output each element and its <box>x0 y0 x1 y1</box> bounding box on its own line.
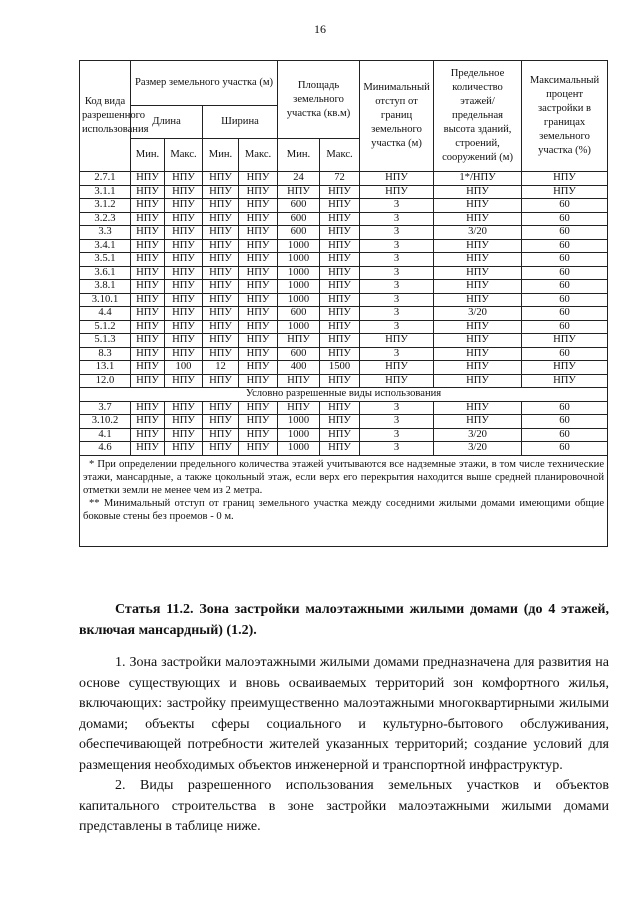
table-row <box>80 428 608 442</box>
table-cell: НПУ <box>165 320 203 334</box>
table-cell: НПУ <box>360 172 434 186</box>
table-cell: 3.2.3 <box>80 212 131 226</box>
table-cell: 3/20 <box>434 442 522 456</box>
table-cell: 3 <box>360 415 434 429</box>
table-cell: НПУ <box>203 334 239 348</box>
table-cell: НПУ <box>131 428 165 442</box>
table-row <box>80 401 608 415</box>
table-cell: 3 <box>360 280 434 294</box>
table-cell: 60 <box>522 226 608 240</box>
table-cell: 600 <box>278 307 320 321</box>
table-cell: НПУ <box>131 442 165 456</box>
conditional-rows <box>80 401 608 455</box>
table-cell: НПУ <box>165 428 203 442</box>
table-cell: НПУ <box>320 442 360 456</box>
table-cell: 60 <box>522 280 608 294</box>
table-cell: НПУ <box>165 239 203 253</box>
table-cell: НПУ <box>320 280 360 294</box>
table-cell: НПУ <box>203 253 239 267</box>
table-cell: НПУ <box>320 307 360 321</box>
table-row <box>80 239 608 253</box>
table-cell: 24 <box>278 172 320 186</box>
table-cell: 3 <box>360 253 434 267</box>
header-length: Длина <box>131 106 203 139</box>
header-width-max: Макс. <box>239 139 278 172</box>
table-cell: НПУ <box>522 185 608 199</box>
table-cell: НПУ <box>239 212 278 226</box>
table-cell: 3.4.1 <box>80 239 131 253</box>
table-cell: НПУ <box>320 320 360 334</box>
table-cell: НПУ <box>165 212 203 226</box>
table-cell: НПУ <box>165 334 203 348</box>
table-row <box>80 361 608 375</box>
table-cell: НПУ <box>434 293 522 307</box>
table-cell: НПУ <box>434 239 522 253</box>
header-max-coverage: Максимальный процент застройки в границах земельного участка (%) <box>522 61 608 172</box>
table-cell: НПУ <box>165 199 203 213</box>
table-cell: НПУ <box>434 266 522 280</box>
table-cell: НПУ <box>203 428 239 442</box>
table-cell: 60 <box>522 239 608 253</box>
table-cell: НПУ <box>239 442 278 456</box>
table-cell: НПУ <box>360 185 434 199</box>
table-cell: НПУ <box>434 361 522 375</box>
table-cell: НПУ <box>203 172 239 186</box>
table-cell: 3 <box>360 226 434 240</box>
table-cell: 60 <box>522 415 608 429</box>
table-row <box>80 172 608 186</box>
article-heading: Статья 11.2. Зона застройки малоэтажными жилыми домами (до 4 этажей, включая мансардный) (1.2). <box>79 602 609 638</box>
table-cell: НПУ <box>320 334 360 348</box>
table-cell: НПУ <box>239 280 278 294</box>
table-cell: НПУ <box>165 293 203 307</box>
table-row <box>80 307 608 321</box>
table-cell: НПУ <box>320 428 360 442</box>
table-row <box>80 185 608 199</box>
table-cell: НПУ <box>239 428 278 442</box>
table-cell: 60 <box>522 253 608 267</box>
table-cell: НПУ <box>165 347 203 361</box>
table-cell: 3.5.1 <box>80 253 131 267</box>
header-max-floors: Предельное количество этажей/ предельная высота зданий, строений, сооружений (м) <box>434 61 522 172</box>
table-row <box>80 212 608 226</box>
article-paragraph-1: 1. Зона застройки малоэтажными жилыми домами предназначена для развития на основе существующих и вновь осваиваемых территорий зон комфортного жилья, включающих: застройку преимущественно малоэтажными многоквартирными жилыми домами; объекты сферы социального и культурно-бытового обслуживания, обеспечивающей потребности жителей указанных территорий; создание условий для размещения необходимых объектов инженерной и транспортной инфраструктур. <box>79 655 609 773</box>
table-cell: НПУ <box>131 347 165 361</box>
table-cell: НПУ <box>165 442 203 456</box>
table-cell: НПУ <box>239 185 278 199</box>
header-width: Ширина <box>203 106 278 139</box>
table-cell: НПУ <box>434 334 522 348</box>
table-cell: 3 <box>360 212 434 226</box>
table-cell: НПУ <box>360 374 434 388</box>
table-cell: НПУ <box>239 172 278 186</box>
header-length-min: Мин. <box>131 139 165 172</box>
table-cell: НПУ <box>203 307 239 321</box>
table-cell: 1000 <box>278 266 320 280</box>
table-cell: НПУ <box>131 212 165 226</box>
table-cell: 60 <box>522 347 608 361</box>
table-cell: 1000 <box>278 320 320 334</box>
table-cell: 1*/НПУ <box>434 172 522 186</box>
table-row <box>80 442 608 456</box>
table-cell: 600 <box>278 226 320 240</box>
table-cell: 3.6.1 <box>80 266 131 280</box>
table-cell: НПУ <box>239 307 278 321</box>
table-cell: 3 <box>360 307 434 321</box>
table-cell: НПУ <box>131 415 165 429</box>
conditional-uses-label: Условно разрешенные виды использования <box>80 388 608 402</box>
table-cell: НПУ <box>320 374 360 388</box>
table-cell: НПУ <box>131 239 165 253</box>
table-row <box>80 293 608 307</box>
table-cell: НПУ <box>360 334 434 348</box>
table-cell: 8.3 <box>80 347 131 361</box>
table-cell: 3 <box>360 266 434 280</box>
table-cell: НПУ <box>320 347 360 361</box>
table-row <box>80 280 608 294</box>
table-cell: 3 <box>360 320 434 334</box>
note-floors: * При определении предельного количества этажей учитываются все надземные этажи, в том числе технические этажи, мансардные, а также цокольный этаж, если верх его перекрытия находится выше средней планировочной отметки земли не менее чем из 2 метра. <box>83 458 605 496</box>
table-cell: НПУ <box>131 253 165 267</box>
table-cell: НПУ <box>165 226 203 240</box>
table-row <box>80 347 608 361</box>
table-cell: НПУ <box>239 239 278 253</box>
header-length-max: Макс. <box>165 139 203 172</box>
header-code: Код вида разрешенного использования <box>80 61 131 172</box>
table-cell: 1000 <box>278 442 320 456</box>
table-cell: НПУ <box>239 320 278 334</box>
table-cell: НПУ <box>239 226 278 240</box>
table-cell: 3 <box>360 442 434 456</box>
table-cell: НПУ <box>434 347 522 361</box>
table-cell: НПУ <box>434 415 522 429</box>
table-cell: НПУ <box>203 401 239 415</box>
table-cell: 1000 <box>278 280 320 294</box>
table-cell: 60 <box>522 320 608 334</box>
table-cell: НПУ <box>320 253 360 267</box>
table-cell: 60 <box>522 266 608 280</box>
table-cell: 3 <box>360 199 434 213</box>
table-cell: 3 <box>360 239 434 253</box>
table-cell: НПУ <box>203 320 239 334</box>
regulations-table <box>79 60 608 547</box>
table-cell: 3 <box>360 401 434 415</box>
table-cell: НПУ <box>131 226 165 240</box>
table-cell: НПУ <box>203 185 239 199</box>
table-cell: НПУ <box>131 307 165 321</box>
table-cell: 3 <box>360 293 434 307</box>
table-cell: НПУ <box>239 347 278 361</box>
table-cell: НПУ <box>131 185 165 199</box>
table-cell: 1000 <box>278 253 320 267</box>
table-cell: НПУ <box>434 185 522 199</box>
table-notes <box>80 455 608 546</box>
table-cell: НПУ <box>239 266 278 280</box>
table-cell: НПУ <box>165 253 203 267</box>
regulations-table-container <box>79 60 607 547</box>
table-cell: НПУ <box>434 401 522 415</box>
table-cell: НПУ <box>165 266 203 280</box>
table-cell: 60 <box>522 293 608 307</box>
table-cell: 60 <box>522 428 608 442</box>
table-cell: 13.1 <box>80 361 131 375</box>
table-cell: НПУ <box>320 293 360 307</box>
table-cell: НПУ <box>239 334 278 348</box>
table-cell: НПУ <box>203 415 239 429</box>
table-cell: НПУ <box>131 320 165 334</box>
table-cell: 60 <box>522 199 608 213</box>
table-cell: 4.4 <box>80 307 131 321</box>
table-cell: 4.6 <box>80 442 131 456</box>
table-cell: НПУ <box>203 293 239 307</box>
table-cell: НПУ <box>239 361 278 375</box>
table-cell: 3 <box>360 347 434 361</box>
table-cell: 600 <box>278 347 320 361</box>
table-cell: 1500 <box>320 361 360 375</box>
table-cell: НПУ <box>320 226 360 240</box>
table-cell: НПУ <box>522 172 608 186</box>
header-plot-size: Размер земельного участка (м) <box>131 61 278 106</box>
table-row <box>80 253 608 267</box>
table-cell: НПУ <box>131 172 165 186</box>
table-row <box>80 320 608 334</box>
table-cell: 2.7.1 <box>80 172 131 186</box>
table-cell: 3.7 <box>80 401 131 415</box>
table-cell: НПУ <box>320 401 360 415</box>
table-cell: НПУ <box>522 334 608 348</box>
table-cell: НПУ <box>434 320 522 334</box>
table-cell: НПУ <box>131 401 165 415</box>
table-cell: НПУ <box>203 442 239 456</box>
table-cell: НПУ <box>203 374 239 388</box>
table-cell: НПУ <box>131 374 165 388</box>
table-cell: НПУ <box>203 199 239 213</box>
table-cell: НПУ <box>131 334 165 348</box>
table-cell: НПУ <box>522 361 608 375</box>
header-area: Площадь земельного участка (кв.м) <box>278 61 360 139</box>
table-cell: 3/20 <box>434 226 522 240</box>
table-cell: НПУ <box>165 172 203 186</box>
table-cell: НПУ <box>278 334 320 348</box>
table-cell: НПУ <box>360 361 434 375</box>
table-cell: НПУ <box>203 226 239 240</box>
table-cell: 3.3 <box>80 226 131 240</box>
table-cell: 1000 <box>278 239 320 253</box>
table-cell: 5.1.3 <box>80 334 131 348</box>
table-cell: НПУ <box>434 374 522 388</box>
table-cell: НПУ <box>131 293 165 307</box>
table-cell: НПУ <box>320 415 360 429</box>
header-area-min: Мин. <box>278 139 320 172</box>
table-cell: НПУ <box>278 374 320 388</box>
table-cell: НПУ <box>165 185 203 199</box>
table-cell: 1000 <box>278 293 320 307</box>
page-number: 16 <box>314 22 326 36</box>
table-cell: 3/20 <box>434 428 522 442</box>
table-cell: НПУ <box>131 361 165 375</box>
table-cell: 100 <box>165 361 203 375</box>
table-cell: НПУ <box>239 415 278 429</box>
table-cell: НПУ <box>320 266 360 280</box>
table-row <box>80 374 608 388</box>
table-cell: 600 <box>278 212 320 226</box>
table-cell: НПУ <box>131 280 165 294</box>
table-cell: 3/20 <box>434 307 522 321</box>
table-cell: НПУ <box>165 280 203 294</box>
header-area-max: Макс. <box>320 139 360 172</box>
table-cell: 60 <box>522 307 608 321</box>
table-cell: НПУ <box>320 199 360 213</box>
table-cell: НПУ <box>320 185 360 199</box>
table-row <box>80 226 608 240</box>
table-cell: 3.10.1 <box>80 293 131 307</box>
table-cell: 3.10.2 <box>80 415 131 429</box>
table-row <box>80 266 608 280</box>
table-cell: 400 <box>278 361 320 375</box>
table-cell: НПУ <box>239 253 278 267</box>
table-cell: НПУ <box>320 212 360 226</box>
table-cell: НПУ <box>434 212 522 226</box>
table-cell: НПУ <box>434 199 522 213</box>
table-cell: НПУ <box>320 239 360 253</box>
table-row <box>80 415 608 429</box>
table-cell: НПУ <box>239 401 278 415</box>
table-cell: 12.0 <box>80 374 131 388</box>
article-paragraph-2: 2. Виды разрешенного использования земельных участков и объектов капитального строительства в зоне застройки малоэтажными жилыми домами представлены в таблице ниже. <box>79 778 609 834</box>
header-width-min: Мин. <box>203 139 239 172</box>
article-section <box>79 600 609 838</box>
table-cell: 12 <box>203 361 239 375</box>
table-cell: НПУ <box>165 415 203 429</box>
table-cell: 3.1.1 <box>80 185 131 199</box>
table-cell: НПУ <box>203 212 239 226</box>
table-cell: 3.8.1 <box>80 280 131 294</box>
table-cell: НПУ <box>239 374 278 388</box>
table-cell: 60 <box>522 212 608 226</box>
table-row <box>80 334 608 348</box>
main-rows <box>80 172 608 388</box>
table-cell: НПУ <box>239 199 278 213</box>
table-cell: 72 <box>320 172 360 186</box>
table-cell: НПУ <box>434 280 522 294</box>
table-cell: НПУ <box>203 266 239 280</box>
table-cell: 3 <box>360 428 434 442</box>
table-cell: НПУ <box>131 266 165 280</box>
note-setback: ** Минимальный отступ от границ земельного участка между соседними жилыми домами имеющими общие боковые стены без проемов - 0 м. <box>83 497 605 522</box>
table-cell: 1000 <box>278 428 320 442</box>
table-cell: НПУ <box>203 347 239 361</box>
table-cell: 1000 <box>278 415 320 429</box>
table-cell: 60 <box>522 442 608 456</box>
table-cell: 60 <box>522 401 608 415</box>
table-row <box>80 199 608 213</box>
table-cell: НПУ <box>239 293 278 307</box>
table-cell: 4.1 <box>80 428 131 442</box>
table-cell: НПУ <box>131 199 165 213</box>
table-cell: НПУ <box>165 401 203 415</box>
header-min-setback: Минимальный отступ от границ земельного участка (м) <box>360 61 434 172</box>
table-cell: НПУ <box>203 239 239 253</box>
table-cell: НПУ <box>203 280 239 294</box>
table-cell: 600 <box>278 199 320 213</box>
table-cell: 5.1.2 <box>80 320 131 334</box>
table-cell: НПУ <box>165 374 203 388</box>
table-cell: НПУ <box>434 253 522 267</box>
table-cell: НПУ <box>165 307 203 321</box>
table-cell: НПУ <box>278 185 320 199</box>
table-cell: 3.1.2 <box>80 199 131 213</box>
table-cell: НПУ <box>522 374 608 388</box>
table-cell: НПУ <box>278 401 320 415</box>
